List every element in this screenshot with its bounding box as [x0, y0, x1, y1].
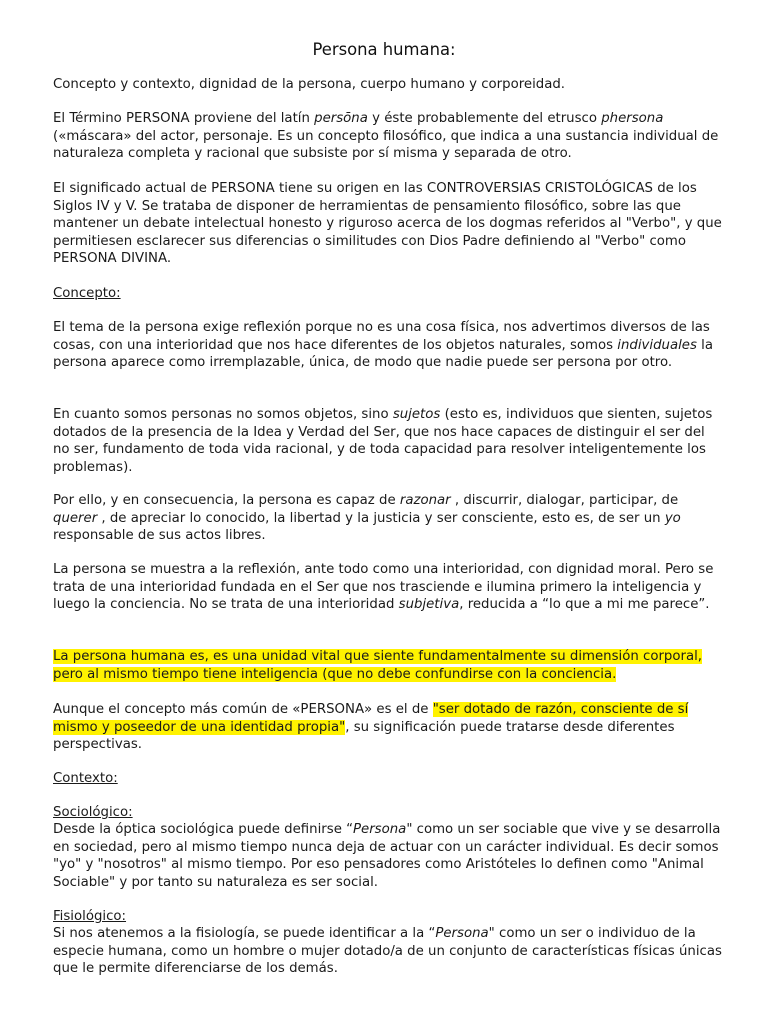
text-run: responsable de sus actos libres. [53, 528, 266, 543]
heading-concepto: Concepto: [53, 286, 121, 301]
highlighted-text: "ser dotado de razón, consciente de sí mismo y poseedor de una identidad propia" [53, 702, 689, 735]
italic-term: Persona [353, 822, 407, 837]
text-run: " como un ser o individuo de la especie humana, como un hombre o mujer dotado/a de un conjunto de características físicas únicas que le permite diferenciarse de los demás. [53, 926, 722, 976]
text-run: Si nos atenemos a la fisiología, se puede identificar a la “ [53, 926, 436, 941]
paragraph-sociologico [53, 821, 723, 891]
italic-term: individuales [617, 337, 697, 353]
text-run: , reducida a “lo que a mi me parece”. [459, 597, 710, 612]
text-run: Aunque el concepto más común de «PERSONA» es el de [53, 702, 433, 717]
italic-term: Persona [435, 926, 489, 941]
text-run: El tema de la persona exige reflexión porque no es una cosa física, nos advertimos diversos de las cosas, con una interioridad que nos hace diferentes de los objetos naturales, somos [53, 320, 710, 353]
text-run: El Término PERSONA proviene del latín [53, 111, 315, 126]
document-subtitle: Concepto y contexto, dignidad de la persona, cuerpo humano y corporeidad. [53, 77, 566, 92]
paragraph-concepto-comun [53, 701, 723, 754]
paragraph-tema-persona [53, 319, 723, 372]
paragraph-termino-persona [53, 110, 723, 163]
text-run: y éste probablemente del etrusco [367, 111, 602, 126]
paragraph-sujetos [53, 406, 723, 476]
paragraph-significado-actual: El significado actual de PERSONA tiene su origen en las CONTROVERSIAS CRISTOLÓGICAS de los Siglos IV y V. Se trataba de disponer de herramientas de pensamiento filosófico, sobre las que mantener un debate intelectual honesto y riguroso acerca de los dogmas referidos al "Verbo", y que permitiesen esclarecer sus diferencias o similitudes con Dios Padre definiendo al "Verbo" como PERSONA DIVINA. [53, 181, 722, 266]
text-run: , de apreciar lo conocido, la libertad y la justicia y ser consciente, esto es, de ser un [97, 510, 665, 526]
heading-sociologico: Sociológico: [53, 805, 133, 820]
highlighted-text: La persona humana es, es una unidad vital que siente fundamentalmente su dimensión corporal, pero al mismo tiempo tiene inteligencia (que no debe confundirse con la conciencia. [53, 649, 703, 682]
italic-term: querer [53, 510, 98, 526]
text-run: , discurrir, dialogar, participar, de [450, 493, 679, 508]
text-run: Desde la óptica sociológica puede definirse “ [53, 822, 353, 837]
text-run: " como un ser sociable que vive y se desarrolla en sociedad, pero al mismo tiempo nunca deja de actuar con un carácter individual. Es decir somos "yo" y "nosotros" al mismo tiempo. Por eso pensadores como Aristóteles lo definen como "Animal Sociable" y por tanto su naturaleza es ser social. [53, 822, 721, 890]
document-title: Persona humana: [312, 40, 456, 59]
text-run: («máscara» del actor, personaje. Es un concepto filosófico, que indica a una sustancia individual de naturaleza completa y racional que subsiste por sí misma y separada de otro. [53, 128, 719, 161]
italic-term: persōna [314, 111, 368, 126]
text-run: Por ello, y en consecuencia, la persona es capaz de [53, 493, 400, 508]
paragraph-reflexion [53, 561, 723, 614]
italic-term: yo [664, 510, 681, 526]
text-run: , su significación puede tratarse desde diferentes perspectivas. [53, 719, 675, 752]
heading-contexto: Contexto: [53, 771, 118, 786]
italic-term: phersona [601, 111, 664, 126]
text-run: La persona se muestra a la reflexión, ante todo como una interioridad, con dignidad moral. Pero se trata de una interioridad fundada en el Ser que nos trasciende e ilumina primero la inteligencia y luego la conciencia. No se trata de una interioridad [53, 562, 714, 612]
text-run: En cuanto somos personas no somos objetos, sino [53, 407, 393, 422]
paragraph-highlighted-unidad-vital [53, 648, 723, 683]
paragraph-razonar [53, 492, 723, 545]
paragraph-fisiologico [53, 925, 723, 978]
italic-term: razonar [399, 493, 451, 508]
heading-fisiologico: Fisiológico: [53, 909, 127, 924]
text-run: (esto es, individuos que sienten, sujetos dotados de la presencia de la Idea y Verdad del Ser, que nos hace capaces de distinguir el ser del no ser, fundamento de toda vida racional, y de toda capacidad para resolver inteligentemente los problemas). [53, 407, 713, 475]
italic-term: sujetos [392, 407, 441, 422]
text-run: la persona aparece como irremplazable, única, de modo que nadie puede ser persona por otro. [53, 337, 713, 370]
italic-term: subjetiva [398, 597, 460, 612]
